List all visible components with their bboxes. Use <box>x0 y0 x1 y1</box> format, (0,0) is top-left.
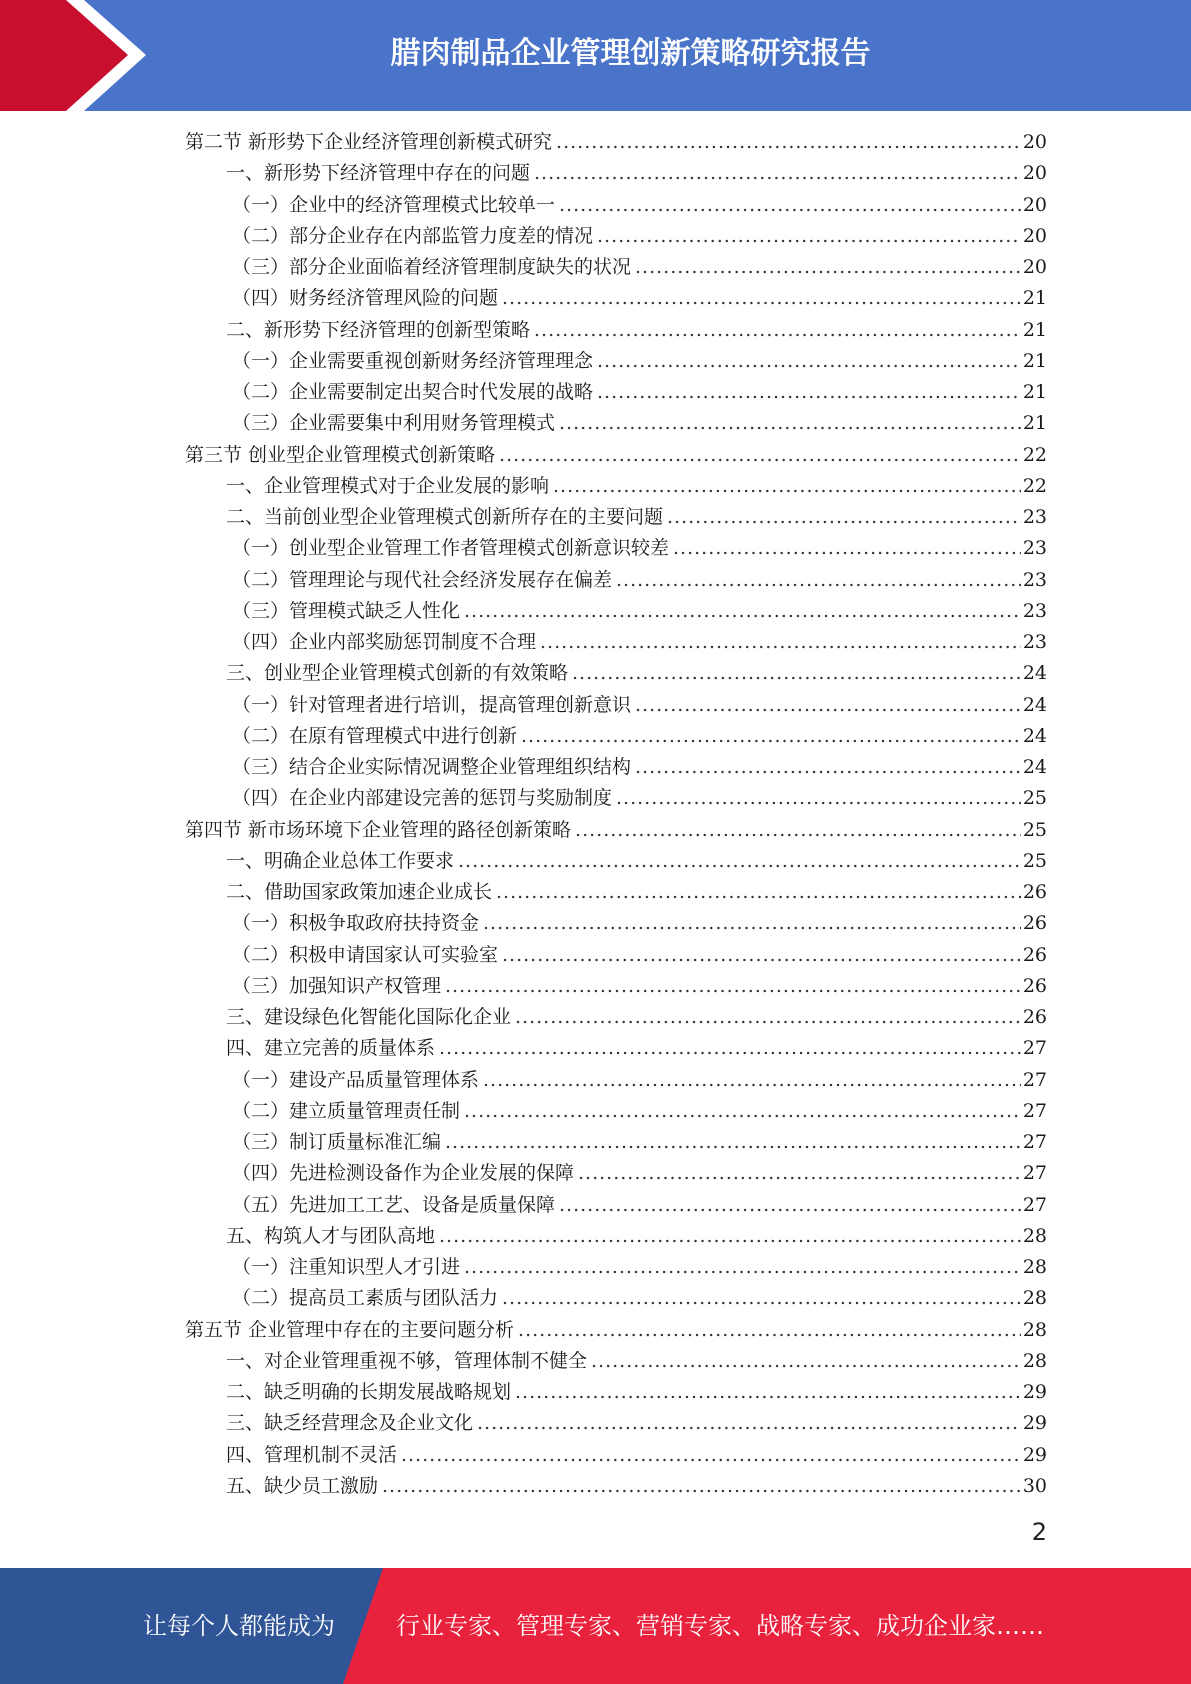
toc-entry-page: 26 <box>1022 943 1047 966</box>
toc-entry-page: 24 <box>1022 693 1047 716</box>
toc-entry[interactable] <box>232 596 1047 627</box>
toc-entry-page: 27 <box>1022 1162 1047 1185</box>
toc-entry-title: 一、明确企业总体工作要求 <box>226 849 455 872</box>
toc-entry[interactable] <box>232 1096 1047 1127</box>
toc-dot-leader <box>496 877 1021 908</box>
toc-entry-page: 28 <box>1022 1318 1047 1341</box>
toc-dot-leader <box>616 783 1021 814</box>
toc-dot-leader <box>559 408 1021 439</box>
toc-entry-page: 25 <box>1022 787 1047 810</box>
toc-entry-title: （三）部分企业面临着经济管理制度缺失的状况 <box>232 256 632 278</box>
toc-entry-title: （四）企业内部奖励惩罚制度不合理 <box>232 631 537 653</box>
toc-dot-leader <box>464 596 1021 627</box>
page-number: 2 <box>1031 1518 1047 1546</box>
toc-dot-leader <box>518 1315 1021 1346</box>
toc-entry-page: 20 <box>1022 256 1047 278</box>
toc-dot-leader <box>502 940 1021 971</box>
toc-entry-page: 21 <box>1022 287 1047 310</box>
toc-entry-title: （一）创业型企业管理工作者管理模式创新意识较差 <box>232 537 670 560</box>
toc-entry-page: 20 <box>1022 131 1047 153</box>
toc-entry[interactable] <box>232 283 1047 314</box>
toc-dot-leader <box>464 1252 1021 1283</box>
toc-dot-leader <box>499 440 1021 471</box>
toc-dot-leader <box>458 846 1021 877</box>
toc-dot-leader <box>635 752 1021 783</box>
toc-entry-page: 20 <box>1022 193 1047 216</box>
toc-entry[interactable] <box>232 940 1047 971</box>
toc-entry-title: （二）积极申请国家认可实验室 <box>232 943 499 966</box>
toc-entry[interactable] <box>232 908 1047 939</box>
toc-entry[interactable] <box>226 1440 1047 1471</box>
toc-entry-title: 四、管理机制不灵活 <box>226 1443 398 1466</box>
footer-slogan-right: 行业专家、管理专家、营销专家、战略专家、成功企业家…… <box>396 1612 1044 1640</box>
toc-entry[interactable] <box>226 846 1047 877</box>
toc-dot-leader <box>445 1127 1021 1158</box>
toc-entry-title: （一）企业需要重视创新财务经济管理理念 <box>232 349 594 372</box>
toc-entry-page: 28 <box>1022 1224 1047 1247</box>
toc-entry-page: 26 <box>1022 881 1047 903</box>
toc-dot-leader <box>578 1158 1021 1189</box>
toc-entry-page: 27 <box>1022 1068 1047 1091</box>
toc-entry-title: （一）针对管理者进行培训，提高管理创新意识 <box>232 693 632 716</box>
toc-dot-leader <box>502 1283 1021 1314</box>
toc-dot-leader <box>483 908 1021 939</box>
toc-entry-title: 一、新形势下经济管理中存在的问题 <box>226 162 531 185</box>
toc-entry-page: 20 <box>1022 162 1047 185</box>
toc-entry-title: （一）企业中的经济管理模式比较单一 <box>232 193 556 216</box>
toc-entry-page: 29 <box>1022 1412 1047 1435</box>
toc-entry-page: 27 <box>1022 1037 1047 1060</box>
footer-slogan-left: 让每个人都能成为 <box>143 1612 335 1640</box>
toc-entry-title: （一）积极争取政府扶持资金 <box>232 912 480 935</box>
toc-dot-leader <box>521 721 1021 752</box>
toc-entry-title: 一、企业管理模式对于企业发展的影响 <box>226 474 550 497</box>
toc-dot-leader <box>445 971 1021 1002</box>
toc-entry-title: （二）在原有管理模式中进行创新 <box>232 724 518 747</box>
toc-entry[interactable] <box>232 565 1047 596</box>
toc-entry-title: （二）提高员工素质与团队活力 <box>232 1287 499 1310</box>
toc-dot-leader <box>483 1065 1021 1096</box>
toc-entry-title: （一）注重知识型人才引进 <box>232 1256 461 1278</box>
toc-entry-page: 27 <box>1022 1099 1047 1122</box>
toc-entry-page: 22 <box>1022 443 1047 466</box>
toc-entry[interactable] <box>226 315 1047 346</box>
toc-entry-page: 21 <box>1022 412 1047 435</box>
toc-entry[interactable] <box>232 1127 1047 1158</box>
toc-dot-leader <box>575 815 1021 846</box>
toc-entry[interactable] <box>232 377 1047 408</box>
toc-entry[interactable] <box>226 877 1047 908</box>
report-title: 腊肉制品企业管理创新策略研究报告 <box>390 36 871 71</box>
toc-entry-title: 三、创业型企业管理模式创新的有效策略 <box>226 662 569 685</box>
toc-entry-page: 27 <box>1022 1131 1047 1153</box>
toc-dot-leader <box>559 1190 1021 1221</box>
toc-entry[interactable] <box>226 1471 1047 1502</box>
toc-entry-title: 第三节 创业型企业管理模式创新策略 <box>185 443 496 466</box>
toc-entry-page: 21 <box>1022 381 1047 403</box>
toc-dot-leader <box>477 1408 1021 1439</box>
header-arrow-icon <box>0 0 150 111</box>
toc-entry[interactable] <box>232 252 1047 283</box>
toc-entry[interactable] <box>232 1252 1047 1283</box>
toc-entry[interactable] <box>232 783 1047 814</box>
toc-entry-title: （二）部分企业存在内部监管力度差的情况 <box>232 224 594 247</box>
toc-entry-title: （二）建立质量管理责任制 <box>232 1099 461 1122</box>
toc-entry-title: 二、当前创业型企业管理模式创新所存在的主要问题 <box>226 506 664 528</box>
toc-entry-title: （四）财务经济管理风险的问题 <box>232 287 499 310</box>
toc-entry-page: 23 <box>1022 537 1047 560</box>
toc-entry-page: 29 <box>1022 1381 1047 1403</box>
toc-entry-title: 第五节 企业管理中存在的主要问题分析 <box>185 1318 515 1341</box>
toc-entry-page: 26 <box>1022 912 1047 935</box>
toc-dot-leader <box>464 1096 1021 1127</box>
toc-entry[interactable] <box>226 1033 1047 1064</box>
toc-entry[interactable] <box>185 440 1047 471</box>
toc-entry-title: （五）先进加工工艺、设备是质量保障 <box>232 1193 556 1216</box>
toc-entry-title: 三、建设绿色化智能化国际化企业 <box>226 1006 512 1028</box>
toc-entry-page: 28 <box>1022 1287 1047 1310</box>
toc-dot-leader <box>597 221 1021 252</box>
toc-entry-page: 20 <box>1022 224 1047 247</box>
toc-entry[interactable] <box>232 971 1047 1002</box>
toc-entry-page: 25 <box>1022 818 1047 841</box>
toc-entry-title: 一、对企业管理重视不够，管理体制不健全 <box>226 1349 588 1372</box>
toc-entry[interactable] <box>226 1377 1047 1408</box>
toc-entry[interactable] <box>185 127 1047 158</box>
toc-entry-title: （一）建设产品质量管理体系 <box>232 1068 480 1091</box>
toc-dot-leader <box>540 627 1021 658</box>
toc-entry-page: 23 <box>1022 599 1047 622</box>
toc-dot-leader <box>667 502 1021 533</box>
toc-entry-title: 二、借助国家政策加速企业成长 <box>226 881 493 903</box>
toc-dot-leader <box>401 1440 1021 1471</box>
toc-entry-page: 23 <box>1022 631 1047 653</box>
toc-entry-page: 24 <box>1022 756 1047 778</box>
toc-entry[interactable] <box>226 1346 1047 1377</box>
toc-entry[interactable] <box>232 221 1047 252</box>
toc-dot-leader <box>616 565 1021 596</box>
toc-entry-page: 21 <box>1022 318 1047 341</box>
toc-dot-leader <box>597 377 1021 408</box>
toc-dot-leader <box>382 1471 1021 1502</box>
toc-entry[interactable] <box>232 1283 1047 1314</box>
toc-entry-page: 28 <box>1022 1256 1047 1278</box>
toc-entry-title: （四）在企业内部建设完善的惩罚与奖励制度 <box>232 787 613 810</box>
toc-entry-title: （三）管理模式缺乏人性化 <box>232 599 461 622</box>
toc-dot-leader <box>534 315 1021 346</box>
toc-entry-title: （二）企业需要制定出契合时代发展的战略 <box>232 381 594 403</box>
toc-entry[interactable] <box>226 471 1047 502</box>
toc-dot-leader <box>534 158 1021 189</box>
toc-entry[interactable] <box>226 658 1047 689</box>
toc-dot-leader <box>515 1377 1021 1408</box>
toc-dot-leader <box>559 190 1021 221</box>
toc-entry[interactable] <box>226 1408 1047 1439</box>
toc-entry-title: （四）先进检测设备作为企业发展的保障 <box>232 1162 575 1185</box>
toc-entry[interactable] <box>226 1002 1047 1033</box>
toc-entry-title: 二、缺乏明确的长期发展战略规划 <box>226 1381 512 1403</box>
toc-entry-page: 26 <box>1022 1006 1047 1028</box>
toc-entry-title: 二、新形势下经济管理的创新型策略 <box>226 318 531 341</box>
toc-entry[interactable] <box>226 1221 1047 1252</box>
toc-dot-leader <box>515 1002 1021 1033</box>
toc-entry-page: 30 <box>1022 1474 1047 1497</box>
toc-entry[interactable] <box>226 158 1047 189</box>
toc-entry-title: 第二节 新形势下企业经济管理创新模式研究 <box>185 131 553 153</box>
toc-dot-leader <box>556 127 1021 158</box>
report-header <box>0 0 1191 111</box>
toc-entry[interactable] <box>232 1158 1047 1189</box>
toc-entry[interactable] <box>232 1065 1047 1096</box>
footer-banner <box>0 1568 1191 1684</box>
toc-entry-page: 23 <box>1022 568 1047 591</box>
toc-entry-title: 五、缺少员工激励 <box>226 1474 379 1497</box>
toc-dot-leader <box>591 1346 1021 1377</box>
toc-entry-title: 五、构筑人才与团队高地 <box>226 1224 436 1247</box>
toc-entry[interactable] <box>232 408 1047 439</box>
toc-entry[interactable] <box>232 752 1047 783</box>
toc-entry-page: 29 <box>1022 1443 1047 1466</box>
toc-entry[interactable] <box>232 690 1047 721</box>
toc-entry[interactable] <box>185 1315 1047 1346</box>
toc-entry-page: 21 <box>1022 349 1047 372</box>
toc-entry-page: 23 <box>1022 506 1047 528</box>
toc-entry[interactable] <box>232 190 1047 221</box>
toc-entry[interactable] <box>232 346 1047 377</box>
toc-entry-title: （三）企业需要集中利用财务管理模式 <box>232 412 556 435</box>
toc-dot-leader <box>572 658 1021 689</box>
toc-entry[interactable] <box>232 533 1047 564</box>
toc-entry-title: 四、建立完善的质量体系 <box>226 1037 436 1060</box>
toc-dot-leader <box>502 283 1021 314</box>
toc-entry[interactable] <box>232 721 1047 752</box>
toc-entry-title: 第四节 新市场环境下企业管理的路径创新策略 <box>185 818 572 841</box>
toc-entry[interactable] <box>185 815 1047 846</box>
toc-dot-leader <box>597 346 1021 377</box>
toc-entry-page: 28 <box>1022 1349 1047 1372</box>
toc-entry-title: （三）加强知识产权管理 <box>232 974 442 997</box>
toc-dot-leader <box>439 1033 1021 1064</box>
toc-dot-leader <box>439 1221 1021 1252</box>
toc-entry-page: 26 <box>1022 974 1047 997</box>
toc-dot-leader <box>673 533 1021 564</box>
toc-entry-title: （二）管理理论与现代社会经济发展存在偏差 <box>232 568 613 591</box>
toc-dot-leader <box>635 252 1021 283</box>
toc-entry-page: 25 <box>1022 849 1047 872</box>
toc-entry[interactable] <box>232 1190 1047 1221</box>
toc-entry[interactable] <box>232 627 1047 658</box>
toc-entry-page: 22 <box>1022 474 1047 497</box>
toc-entry-title: （三）制订质量标准汇编 <box>232 1131 442 1153</box>
toc-dot-leader <box>635 690 1021 721</box>
toc-entry-page: 24 <box>1022 724 1047 747</box>
toc-entry-page: 27 <box>1022 1193 1047 1216</box>
toc-entry-page: 24 <box>1022 662 1047 685</box>
toc-entry[interactable] <box>226 502 1047 533</box>
toc-entry-title: （三）结合企业实际情况调整企业管理组织结构 <box>232 756 632 778</box>
toc-dot-leader <box>553 471 1021 502</box>
toc-entry-title: 三、缺乏经营理念及企业文化 <box>226 1412 474 1435</box>
